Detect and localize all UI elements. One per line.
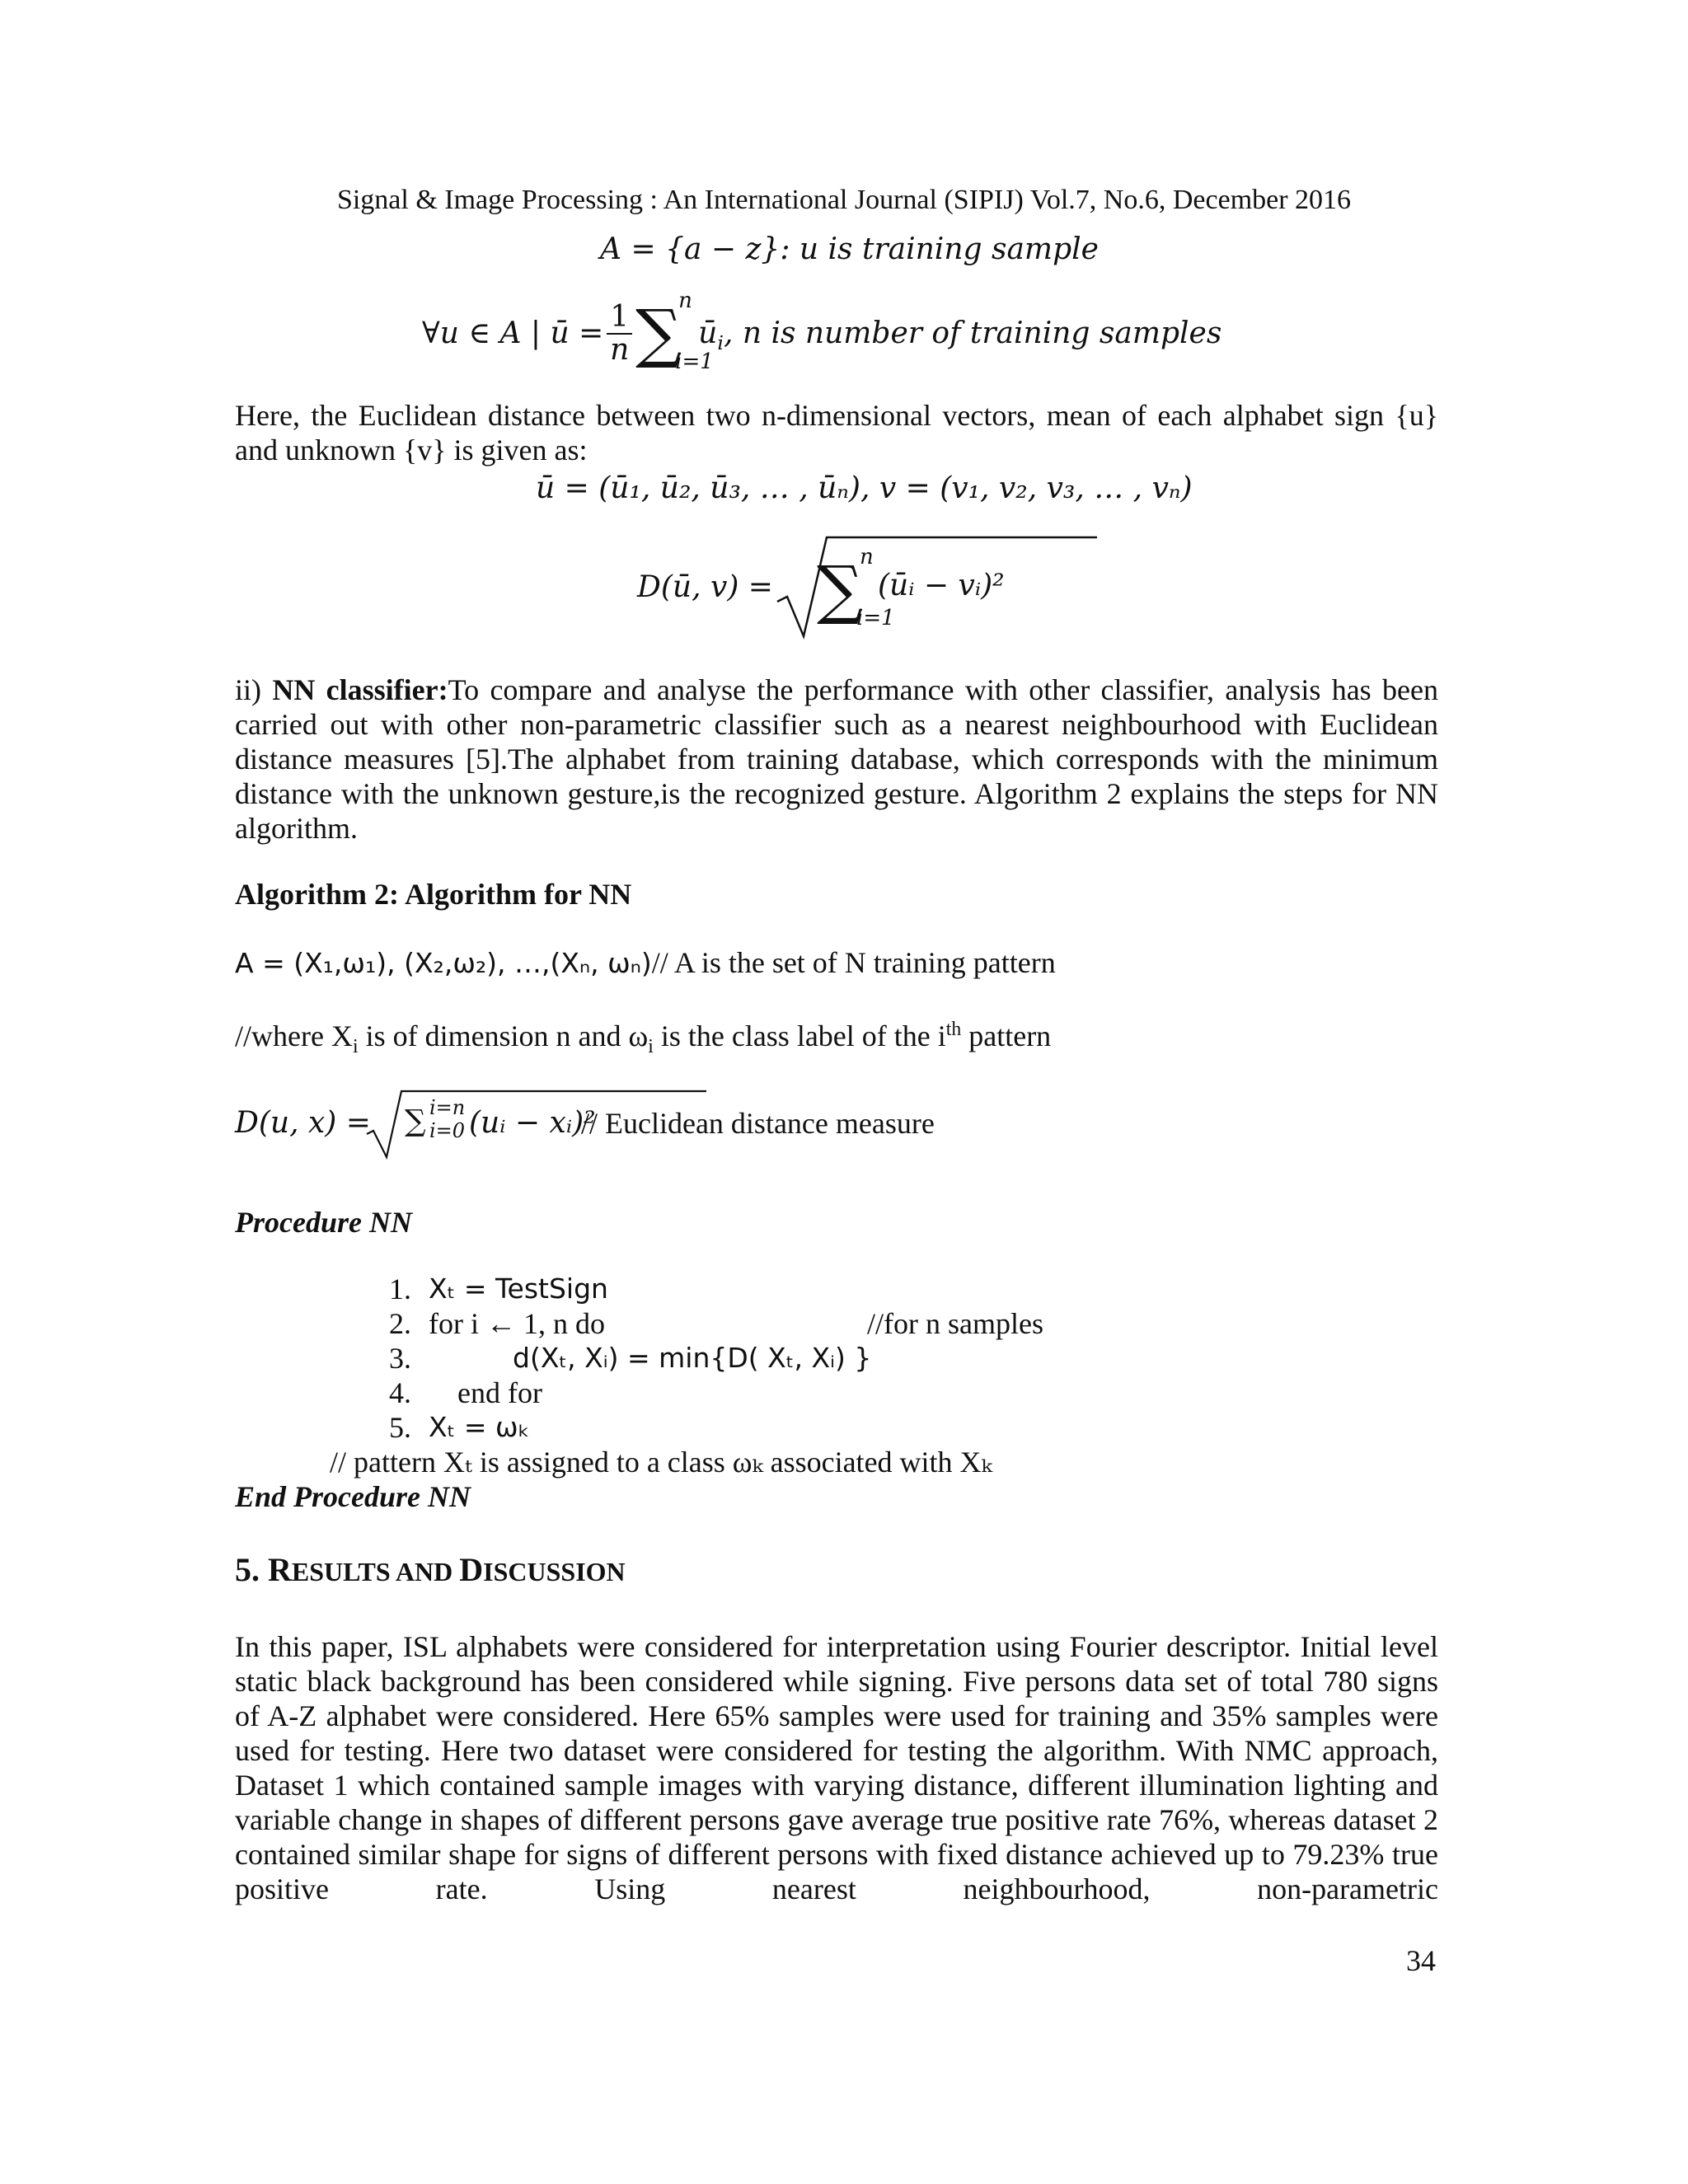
heading-small-caps-1: ESULTS AND	[291, 1557, 460, 1586]
heading-cap-r: R	[268, 1551, 292, 1588]
assign-comment: // pattern Xₜ is assigned to a class ωₖ associated with Xₖ	[330, 1446, 992, 1479]
step-number: 1.	[389, 1272, 411, 1305]
equation-mean-tail: , n is number of training samples	[723, 316, 1222, 350]
algorithm-line-distance	[235, 1086, 1142, 1160]
mean-symbol: ū	[698, 316, 718, 350]
algorithm-sum-upper: i=n	[429, 1096, 466, 1119]
equation-set-a: A = {a − z}: u is training sample	[600, 232, 1099, 266]
summation-lower-distance: i=1	[856, 606, 895, 630]
algorithm-distance-body: (uᵢ − xᵢ)²	[469, 1106, 596, 1140]
step-comment: //for n samples	[867, 1307, 1043, 1340]
fraction-numerator: 1	[607, 302, 632, 335]
equation-mean-fraction	[607, 302, 632, 366]
section-heading	[235, 1553, 626, 1589]
step-text: Xₜ = ωₖ	[429, 1411, 530, 1443]
step-number: 2.	[389, 1307, 411, 1340]
equation-mean-term	[698, 316, 724, 355]
step-text: for i ← 1, n do	[429, 1307, 605, 1340]
fraction-denominator: n	[610, 333, 630, 367]
algorithm-sum-symbol: ∑	[405, 1104, 426, 1138]
algorithm-line-a-text: // A is the set of N training pattern	[651, 946, 1056, 979]
algorithm-line-where	[235, 1019, 1052, 1058]
summation-symbol-distance: ∑ n i=1	[817, 545, 895, 630]
nn-term: NN classifier:	[272, 673, 448, 706]
paragraph-euclidean-text: Here, the Euclidean distance between two n-dimensional vectors, mean of each alphabet sign {u} and unknown {v} is given as:	[235, 399, 1438, 466]
algorithm-line-a	[235, 945, 1056, 981]
step-number: 4.	[389, 1376, 411, 1409]
step-number: 5.	[389, 1411, 411, 1444]
equation-vectors: ū = (ū₁, ū₂, ū₃, … , ūₙ), v = (v₁, v₂, v₃, … , vₙ)	[536, 471, 1193, 505]
where-part-1: //where X	[235, 1019, 353, 1052]
where-part-4: pattern	[961, 1019, 1052, 1052]
summation-upper-distance: n	[860, 545, 874, 569]
algorithm-distance-lhs: D(u, x) =	[235, 1106, 371, 1140]
where-part-3: is the class label of the i	[653, 1019, 946, 1052]
heading-small-caps-2: ISCUSSION	[483, 1557, 626, 1586]
paragraph-nn-classifier	[235, 673, 1438, 846]
equation-distance-lhs: D(ū, v) =	[637, 570, 773, 604]
step-text: d(Xₜ, Xᵢ) = min{D( Xₜ, Xᵢ) }	[513, 1342, 872, 1374]
equation-mean-lhs: ∀u ∈ A | ū =	[422, 316, 604, 350]
algorithm-sum-lower: i=0	[429, 1119, 466, 1142]
summation-symbol: ∑ n i=1	[635, 288, 714, 374]
paragraph-results: In this paper, ISL alphabets were considered for interpretation using Fourier descriptor. Initial level static black background has been considered while signing. Five persons data set of total 780 signs of A-Z alphabet were considered. Here 65% samples were used for training and 35% samples were used for testing. Here two dataset were considered for testing the algorithm. With NMC approach, Dataset 1 which contained sample images with varying distance, different illumination lighting and variable change in shapes of different persons gave average true positive rate 76%, whereas dataset 2 contained similar shape for signs of different persons with fixed distance achieved up to 79.23% true positive rate. Using nearest neighbourhood, non-parametric	[235, 1630, 1438, 1905]
algorithm-title: Algorithm 2: Algorithm for NN	[235, 878, 632, 911]
page-number: 34	[1406, 1944, 1436, 1977]
algorithm-distance-comment: // Euclidean distance measure	[581, 1107, 935, 1140]
equation-mean	[422, 288, 1221, 379]
paragraph-euclidean	[235, 398, 1438, 467]
section-number: 5.	[235, 1551, 268, 1588]
procedure-title: Procedure NN	[235, 1206, 412, 1239]
running-head: Signal & Image Processing : An International Journal (SIPIJ) Vol.7, No.6, December 2016	[336, 185, 1352, 215]
mean-subscript: i	[717, 331, 724, 355]
where-sub-1: i	[352, 1036, 359, 1058]
where-sup: th	[945, 1019, 962, 1040]
algorithm-line-a-math: A = (X₁,ω₁), (X₂,ω₂), …,(Xₙ, ωₙ)	[235, 947, 652, 979]
equation-distance	[637, 534, 1005, 641]
step-number: 3.	[389, 1342, 411, 1375]
nn-lead: ii)	[235, 673, 273, 706]
step-text: Xₜ = TestSign	[429, 1272, 608, 1305]
equation-distance-body: (ūᵢ − vᵢ)²	[878, 569, 1005, 602]
where-part-2: is of dimension n and ω	[358, 1019, 649, 1052]
nn-text: To compare and analyse the performance with other classifier, analysis has been carried out with other non-parametric classifier such as a nearest neighbourhood with Euclidean distance measures [5].The alphabet from training database, which corresponds with the minimum distance with the unknown gesture,is the recognized gesture. Algorithm 2 explains the steps for NN algorithm.	[235, 673, 1438, 845]
heading-cap-d: D	[459, 1551, 484, 1588]
where-sub-2: i	[648, 1036, 654, 1058]
summation-lower: i=1	[675, 349, 714, 374]
step-text: end for	[457, 1376, 542, 1409]
summation-upper: n	[678, 288, 692, 313]
end-procedure: End Procedure NN	[235, 1480, 471, 1513]
